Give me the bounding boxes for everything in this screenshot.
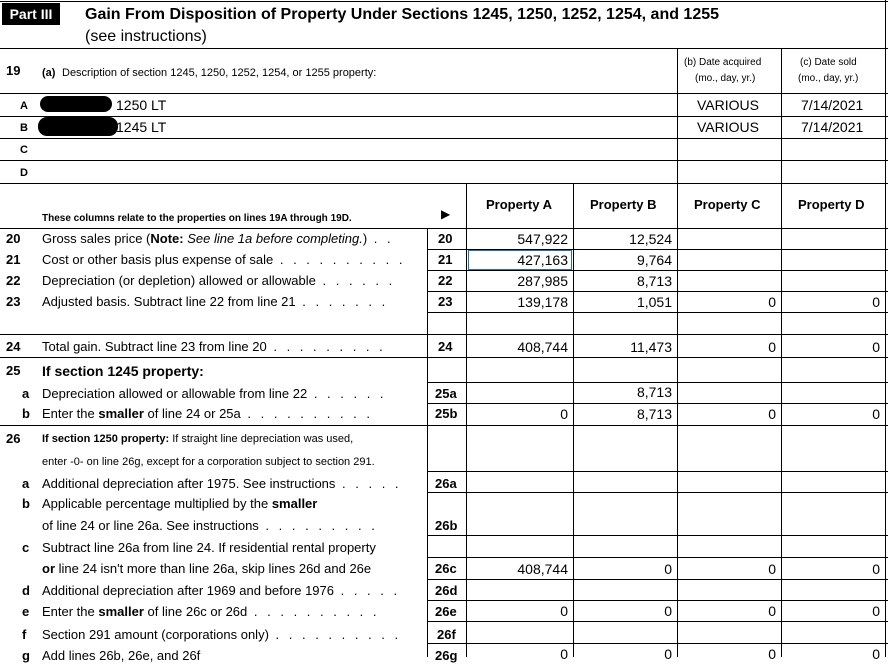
line-24-code: 24 [438, 339, 453, 354]
line-26e-label: Enter the [42, 604, 99, 619]
line-26e-property-a-value[interactable]: 0 [560, 603, 568, 619]
line-25b-bold: smaller [98, 406, 144, 421]
line-22-number: 22 [6, 273, 21, 288]
line-26f-letter: f [22, 627, 27, 642]
property-b-date-sold: 7/14/2021 [801, 119, 864, 135]
line-19-number: 19 [6, 63, 21, 78]
line-20-note-text: See line 1a before completing. [183, 231, 363, 246]
line-22-property-b-value[interactable]: 8,713 [636, 273, 672, 289]
line-26e-property-b-value[interactable]: 0 [664, 603, 672, 619]
line-20-number: 20 [6, 231, 21, 246]
line-22-label: Depreciation (or depletion) allowed or allowable [42, 273, 316, 288]
line-26g-code: 26g [435, 648, 458, 663]
col-header-property-d: Property D [798, 197, 865, 212]
line-19-description: Description of section 1245, 1250, 1252, 1254, or 1255 property: [62, 67, 377, 79]
line-26e-code: 26e [435, 604, 457, 619]
line-25b-letter: b [22, 406, 30, 421]
columns-note: These columns relate to the properties on lines 19A through 19D. [42, 213, 352, 224]
line-26g-property-a-value[interactable]: 0 [560, 646, 568, 662]
line-26e-letter: e [22, 604, 30, 619]
col-header-property-b: Property B [590, 197, 657, 212]
line-24-property-a-value[interactable]: 408,744 [517, 339, 568, 355]
line-26e-property-d-value[interactable]: 0 [872, 603, 880, 619]
line-26c-property-d-value[interactable]: 0 [872, 561, 880, 577]
line-26d-dots: . . . . . [334, 583, 401, 598]
col-header-property-c: Property C [694, 197, 761, 212]
line-19-a-label: (a) [42, 67, 56, 79]
line-26c-property-a-value[interactable]: 408,744 [517, 561, 568, 577]
property-b-date-acquired: VARIOUS [697, 119, 759, 135]
line-25-label: If section 1245 property: [42, 363, 204, 379]
line-26e-property-c-value[interactable]: 0 [768, 603, 776, 619]
line-25b-label: Enter the [42, 406, 99, 421]
line-25a-label: Depreciation allowed or allowable from line 22 [42, 386, 308, 401]
col-b-header-2: (mo., day, yr.) [695, 73, 756, 84]
line-26-number: 26 [6, 431, 21, 446]
property-letter-c: C [20, 144, 28, 156]
part-title: Gain From Disposition of Property Under Sections 1245, 1250, 1252, 1254, and 1255 [85, 6, 720, 23]
property-letter-b: B [20, 122, 28, 134]
property-a-date-acquired: VARIOUS [697, 97, 759, 113]
line-26c-bold: or [42, 561, 55, 576]
line-21-number: 21 [6, 252, 21, 267]
line-23-label: Adjusted basis. Subtract line 22 from line 21 [42, 294, 296, 309]
line-26f-code: 26f [437, 627, 456, 642]
line-26f-label: Section 291 amount (corporations only) [42, 627, 269, 642]
line-26-label: If straight line depreciation was used, [169, 433, 354, 445]
line-21-property-a-value[interactable]: 427,163 [517, 252, 568, 268]
line-26b-letter: b [22, 496, 30, 511]
line-20-property-b-value[interactable]: 12,524 [629, 231, 672, 247]
line-26b-label-2: of line 24 or line 26a. See instructions [42, 518, 259, 533]
line-20-dots: . . [367, 231, 394, 246]
line-26g-property-b-value[interactable]: 0 [664, 646, 672, 662]
line-24-property-d-value[interactable]: 0 [872, 339, 880, 355]
arrow-icon: ▶ [441, 207, 451, 221]
line-24-number: 24 [6, 339, 21, 354]
line-23-dots: . . . . . . . [295, 294, 389, 309]
line-21-label: Cost or other basis plus expense of sale [42, 252, 274, 267]
line-24-property-c-value[interactable]: 0 [768, 339, 776, 355]
line-21-property-b-value[interactable]: 9,764 [636, 252, 672, 268]
line-26e-bold: smaller [98, 604, 144, 619]
line-26a-dots: . . . . . [335, 476, 402, 491]
line-26g-property-d-value[interactable]: 0 [872, 646, 880, 662]
line-26g-property-c-value[interactable]: 0 [768, 646, 776, 662]
line-25b-code: 25b [435, 406, 458, 421]
line-26c-letter: c [22, 540, 30, 555]
line-22-dots: . . . . . . [315, 273, 396, 288]
line-26b-dots: . . . . . . . . . [258, 518, 378, 533]
line-20-label: Gross sales price ( [42, 231, 151, 246]
line-26a-code: 26a [435, 476, 457, 491]
line-26a-letter: a [22, 476, 30, 491]
line-26a-label: Additional depreciation after 1975. See instructions [42, 476, 336, 491]
line-23-code: 23 [438, 294, 453, 309]
line-26-bold-label: If section 1250 property: [42, 433, 170, 445]
line-23-property-d-value[interactable]: 0 [872, 294, 880, 310]
line-26d-code: 26d [435, 583, 458, 598]
line-26c-property-c-value[interactable]: 0 [768, 561, 776, 577]
property-letter-a: A [20, 100, 28, 112]
line-25b-property-d-value[interactable]: 0 [872, 406, 880, 422]
line-26g-label: Add lines 26b, 26e, and 26f [42, 648, 201, 663]
col-c-header-1: (c) Date sold [800, 57, 857, 68]
line-25a-dots: . . . . . . [307, 386, 387, 401]
line-23-property-c-value[interactable]: 0 [768, 294, 776, 310]
line-23-property-a-value[interactable]: 139,178 [517, 294, 568, 310]
line-24-property-b-value[interactable]: 11,473 [630, 339, 672, 355]
line-20-note-label: Note: [150, 231, 184, 246]
line-25a-code: 25a [435, 386, 457, 401]
line-25b-property-b-value[interactable]: 8,713 [636, 406, 672, 422]
line-26c-label: Subtract line 26a from line 24. If residential rental property [42, 540, 376, 555]
line-25b-label-end: of line 24 or 25a [143, 406, 241, 421]
line-25b-dots: . . . . . . . . . . [240, 406, 374, 421]
line-22-code: 22 [438, 273, 453, 288]
line-24-label: Total gain. Subtract line 23 from line 20 [42, 339, 267, 354]
line-26c-property-b-value[interactable]: 0 [664, 561, 672, 577]
line-20-label-end: ) [362, 231, 368, 246]
line-21-code: 21 [438, 252, 453, 267]
line-23-property-b-value[interactable]: 1,051 [636, 294, 672, 310]
line-26e-dots: . . . . . . . . . . [247, 604, 380, 619]
part-subtitle: (see instructions) [85, 28, 207, 45]
line-25a-property-b-value[interactable]: 8,713 [636, 384, 672, 400]
line-26d-letter: d [22, 583, 30, 598]
line-26d-label: Additional depreciation after 1969 and before 1976 [42, 583, 334, 598]
line-26-label-2: enter -0- on line 26g, except for a corporation subject to section 291. [42, 456, 375, 468]
col-b-header-1: (b) Date acquired [684, 57, 762, 68]
col-header-property-a: Property A [486, 197, 552, 212]
line-26e-label-end: of line 26c or 26d [143, 604, 248, 619]
line-23-number: 23 [6, 294, 21, 309]
property-letter-d: D [20, 167, 28, 179]
line-25b-property-a-value[interactable]: 0 [560, 406, 568, 422]
col-c-header-2: (mo., day, yr.) [798, 73, 859, 84]
line-21-dots: . . . . . . . . . . [273, 252, 406, 267]
property-b-description: 1245 LT [116, 119, 167, 135]
part-tag: Part III [2, 3, 60, 25]
line-20-property-a-value[interactable]: 547,922 [517, 231, 568, 247]
line-26b-bold: smaller [271, 496, 318, 511]
line-20-code: 20 [438, 231, 453, 246]
line-26b-label: Applicable percentage multiplied by the [42, 496, 272, 511]
line-25a-letter: a [22, 386, 30, 401]
line-22-property-a-value[interactable]: 287,985 [517, 273, 568, 289]
line-25b-property-c-value[interactable]: 0 [768, 406, 776, 422]
line-24-dots: . . . . . . . . . [266, 339, 386, 354]
redaction-mark [40, 96, 112, 112]
property-a-date-sold: 7/14/2021 [801, 97, 864, 113]
line-26c-label-2: line 24 isn't more than line 26a, skip lines 26d and 26e [55, 561, 372, 576]
property-a-description: 1250 LT [116, 97, 167, 113]
line-25-number: 25 [6, 363, 21, 378]
line-26g-letter: g [22, 648, 30, 663]
line-26c-code: 26c [435, 561, 457, 576]
line-26f-dots: . . . . . . . . . . [268, 627, 402, 642]
line-26b-code: 26b [435, 518, 458, 533]
redaction-mark [38, 117, 118, 136]
